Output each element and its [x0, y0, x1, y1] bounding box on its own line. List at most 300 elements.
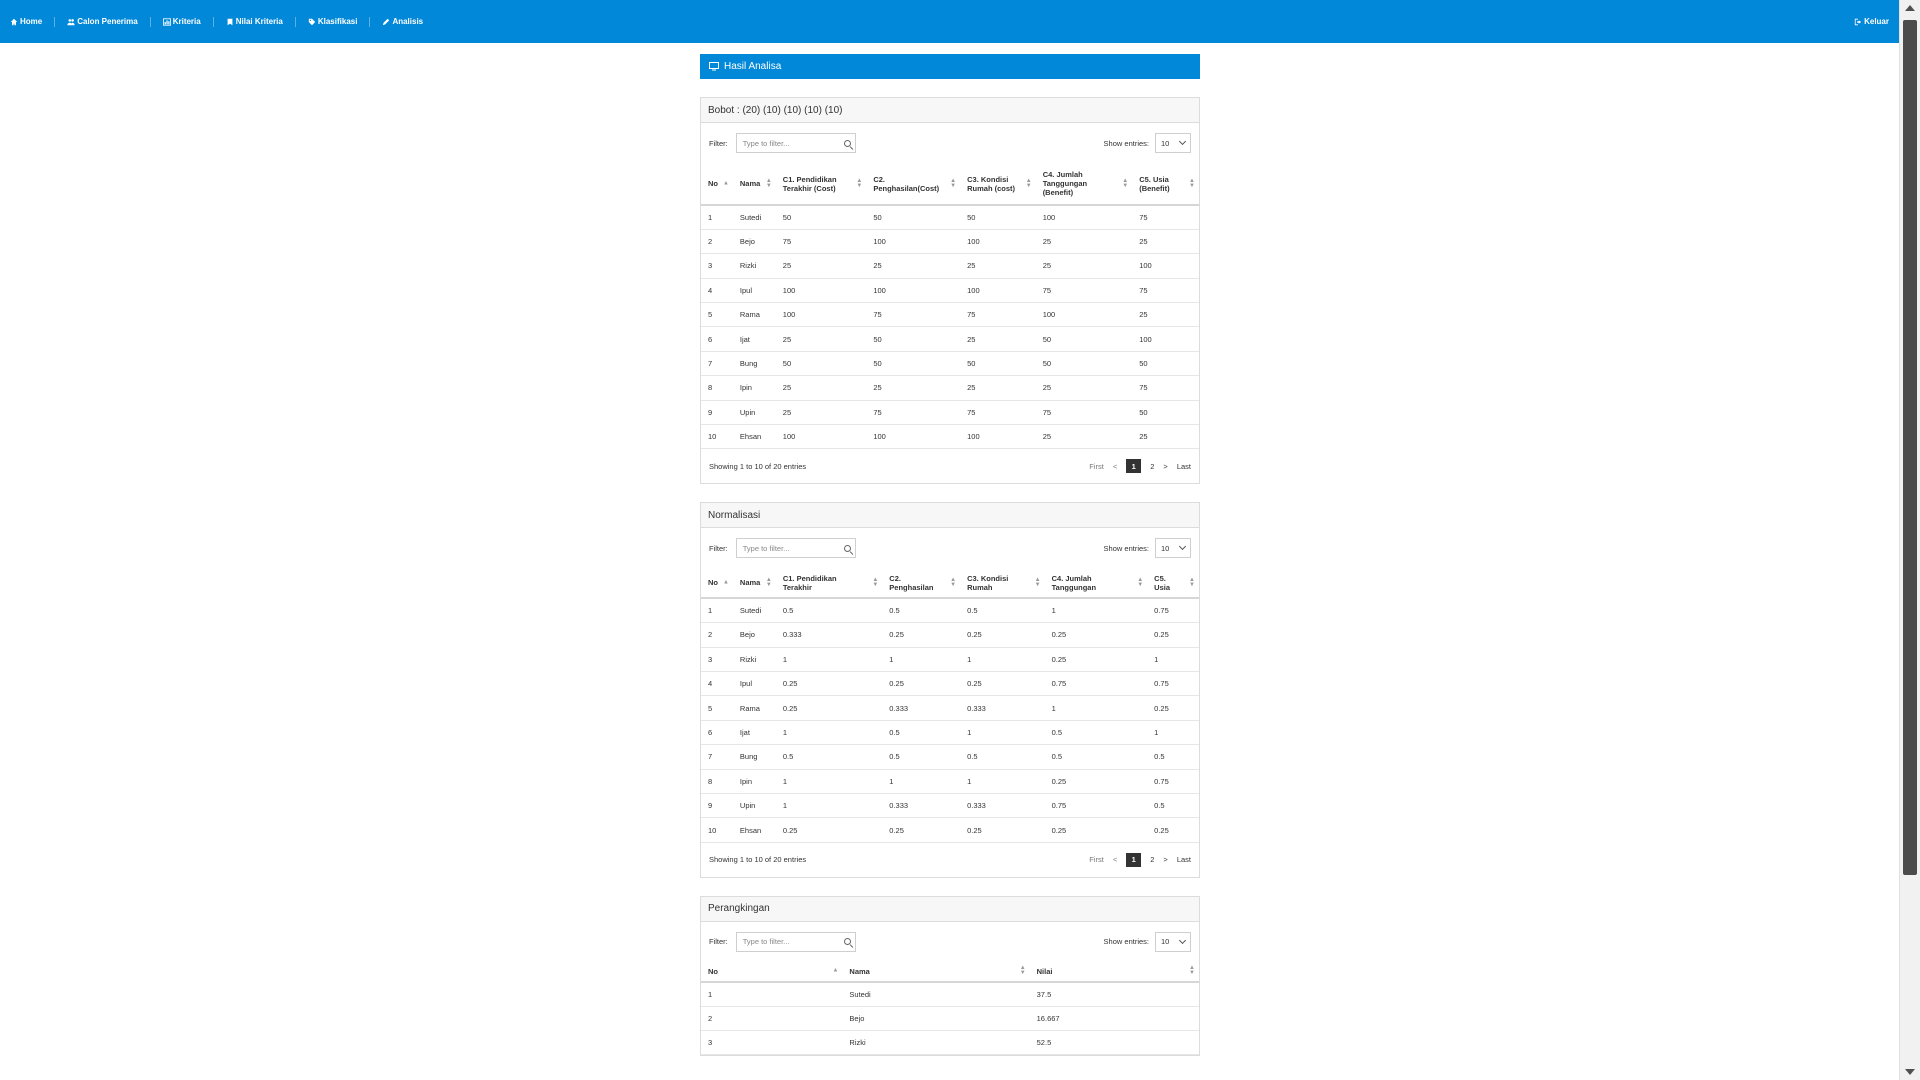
table-cell: Bung: [733, 351, 776, 375]
table-row: [701, 1031, 1199, 1055]
table-cell: 0.25: [960, 818, 1045, 842]
nav-item-analisis[interactable]: [382, 17, 423, 26]
table-cell: 1: [960, 720, 1045, 744]
table-cell: 1: [701, 598, 733, 622]
column-header-label: C1. Pendidikan Terakhir (Cost): [782, 174, 837, 193]
home-icon: [10, 18, 18, 26]
table-cell: 0.5: [1147, 745, 1199, 769]
table-row: [701, 647, 1199, 671]
table-cell: 0.25: [882, 818, 960, 842]
column-header-label: No: [708, 179, 718, 188]
column-header[interactable]: [1132, 163, 1199, 205]
table-controls: [701, 123, 1199, 163]
nav-separator: [150, 17, 151, 27]
filter-input[interactable]: [736, 932, 856, 952]
perangkingan-heading: Perangkingan: [701, 897, 1199, 922]
table-cell: 0.25: [776, 672, 882, 696]
chevron-down-icon: [1179, 138, 1186, 145]
scroll-up-arrow[interactable]: [1905, 5, 1915, 11]
page-next[interactable]: >: [1163, 855, 1168, 865]
page-scrollbar[interactable]: [1899, 0, 1920, 1080]
entries-select[interactable]: [1155, 932, 1191, 952]
table-row: [701, 720, 1199, 744]
table-cell: 0.5: [776, 745, 882, 769]
sort-icon: ▲ ▼: [950, 576, 957, 588]
pencil-icon: [382, 18, 390, 26]
table-row: [701, 229, 1199, 253]
pagination: [1089, 459, 1191, 473]
table-cell: Ijat: [733, 720, 776, 744]
column-header[interactable]: [733, 163, 776, 205]
table-cell: 100: [960, 229, 1036, 253]
nav-item-kriteria[interactable]: [163, 17, 201, 26]
table-row: [701, 672, 1199, 696]
column-header-label: C5. Usia (Benefit): [1139, 174, 1170, 193]
column-header-label: Nilai: [1036, 966, 1053, 976]
column-header-label: C2. Penghasilan(Cost): [873, 174, 940, 193]
table-cell: 50: [1036, 351, 1133, 375]
table-cell: Ijat: [733, 327, 776, 351]
column-header-label: C5. Usia: [1154, 573, 1171, 592]
table-cell: Bejo: [733, 623, 776, 647]
table-cell: 100: [960, 278, 1036, 302]
table-cell: 25: [1036, 254, 1133, 278]
nav-separator: [369, 17, 370, 27]
page-next[interactable]: >: [1163, 461, 1168, 471]
nav-separator: [54, 17, 55, 27]
table-row: [701, 205, 1199, 229]
table-cell: 1: [776, 647, 882, 671]
table-cell: 50: [1132, 351, 1199, 375]
table-cell: 0.333: [882, 794, 960, 818]
filter-input[interactable]: [736, 538, 856, 558]
logout-link[interactable]: [1854, 17, 1889, 26]
table-cell: 0.75: [1045, 794, 1148, 818]
table-cell: 52.5: [1030, 1031, 1199, 1055]
table-cell: 0.25: [1147, 818, 1199, 842]
nav-item-nilai-kriteria[interactable]: [226, 17, 283, 26]
table-row: [701, 794, 1199, 818]
table-cell: 1: [960, 769, 1045, 793]
page-prev[interactable]: <: [1112, 855, 1118, 865]
table-cell: 100: [1132, 254, 1199, 278]
column-header[interactable]: [842, 962, 1029, 982]
table-cell: 0.5: [882, 720, 960, 744]
table-cell: 0.25: [882, 623, 960, 647]
users-icon: [67, 18, 75, 26]
table-cell: 0.333: [882, 696, 960, 720]
entries-select[interactable]: [1155, 133, 1191, 153]
table-row: [701, 376, 1199, 400]
column-header[interactable]: [733, 568, 776, 598]
nav-item-label: Nilai Kriteria: [235, 17, 283, 26]
table-cell: 9: [701, 794, 733, 818]
filter-input[interactable]: [736, 133, 856, 153]
table-cell: 100: [960, 425, 1036, 449]
bookmark-icon: [226, 18, 234, 26]
table-cell: 50: [1132, 400, 1199, 424]
table-cell: 1: [776, 720, 882, 744]
column-header-label: Nama: [739, 179, 761, 188]
table-cell: 50: [866, 205, 960, 229]
table-cell: 0.5: [882, 745, 960, 769]
sort-icon: ▲ ▼: [1137, 576, 1144, 588]
table-cell: 50: [1036, 327, 1133, 351]
table-cell: 25: [866, 254, 960, 278]
table-row: [701, 769, 1199, 793]
column-header-label: Nama: [849, 966, 870, 976]
table-cell: 1: [882, 769, 960, 793]
table-cell: 0.25: [960, 623, 1045, 647]
table-cell: 100: [1036, 205, 1133, 229]
filter-placeholder: Type to filter...: [742, 543, 790, 553]
table-cell: 75: [960, 400, 1036, 424]
nav-item-klasifikasi[interactable]: [308, 17, 358, 26]
table-cell: Ehsan: [733, 425, 776, 449]
table-cell: 1: [776, 794, 882, 818]
normalisasi-table: [701, 568, 1199, 842]
nav-separator: [295, 17, 296, 27]
table-cell: 75: [960, 303, 1036, 327]
table-cell: 0.75: [1147, 672, 1199, 696]
table-cell: Ipul: [733, 672, 776, 696]
table-cell: 25: [776, 327, 867, 351]
filter-placeholder: Type to filter...: [742, 138, 790, 148]
table-cell: 8: [701, 769, 733, 793]
page-header: [700, 54, 1200, 79]
table-cell: 0.333: [776, 623, 882, 647]
table-cell: Sutedi: [733, 598, 776, 622]
table-cell: 25: [1036, 425, 1133, 449]
sort-icon: ▲ ▼: [765, 576, 772, 588]
bobot-table: [701, 163, 1199, 449]
table-cell: 75: [866, 303, 960, 327]
table-cell: 0.5: [776, 598, 882, 622]
table-cell: 1: [1147, 647, 1199, 671]
table-controls: [701, 922, 1199, 962]
column-header-label: C3. Kondisi Rumah (cost): [967, 174, 1016, 193]
nav-item-home[interactable]: [10, 17, 42, 26]
table-cell: 0.5: [1147, 794, 1199, 818]
table-cell: 0.25: [1045, 623, 1148, 647]
entries-label: Show entries:: [1103, 937, 1149, 947]
table-cell: 0.25: [1147, 623, 1199, 647]
table-cell: 75: [1036, 278, 1133, 302]
page-prev[interactable]: <: [1112, 461, 1118, 471]
table-cell: 9: [701, 400, 733, 424]
table-cell: 0.75: [1147, 598, 1199, 622]
table-cell: 1: [1045, 598, 1148, 622]
column-header[interactable]: [701, 962, 842, 982]
table-row: [701, 696, 1199, 720]
sort-icon: ▲ ▼: [856, 177, 863, 189]
column-header[interactable]: [960, 163, 1036, 205]
table-cell: 0.5: [960, 598, 1045, 622]
sort-icon: ▲ ▼: [872, 576, 879, 588]
table-cell: 1: [1147, 720, 1199, 744]
table-cell: Rizki: [842, 1031, 1029, 1055]
nav-item-label: Analisis: [392, 17, 424, 26]
table-cell: 0.75: [1147, 769, 1199, 793]
normalisasi-heading: Normalisasi: [701, 503, 1199, 528]
table-cell: 25: [1132, 303, 1199, 327]
sort-asc-icon: ▲: [722, 579, 729, 586]
entries-select[interactable]: [1155, 538, 1191, 558]
table-cell: 100: [866, 278, 960, 302]
table-cell: 75: [1132, 205, 1199, 229]
column-header-label: No: [708, 966, 718, 976]
table-footer: [701, 449, 1199, 483]
table-cell: 0.25: [960, 672, 1045, 696]
table-cell: 0.333: [960, 794, 1045, 818]
table-cell: 50: [866, 327, 960, 351]
table-cell: 50: [960, 205, 1036, 229]
sort-icon: ▲ ▼: [1019, 965, 1026, 977]
table-cell: 0.25: [882, 672, 960, 696]
sort-icon: ▲ ▼: [1122, 177, 1129, 189]
table-row: [701, 425, 1199, 449]
table-cell: Rama: [733, 303, 776, 327]
table-cell: 25: [1036, 229, 1133, 253]
sort-icon: ▲ ▼: [1034, 576, 1041, 588]
table-cell: 7: [701, 745, 733, 769]
table-cell: 2: [701, 623, 733, 647]
table-cell: 37.5: [1030, 982, 1199, 1006]
normalisasi-panel: [700, 502, 1200, 877]
table-cell: 7: [701, 351, 733, 375]
table-row: [701, 598, 1199, 622]
table-cell: 75: [776, 229, 867, 253]
column-header-label: C3. Kondisi Rumah: [967, 573, 1009, 592]
column-header[interactable]: [776, 163, 867, 205]
column-header[interactable]: [1030, 962, 1199, 982]
table-cell: 25: [866, 376, 960, 400]
table-cell: 1: [960, 647, 1045, 671]
table-cell: 5: [701, 303, 733, 327]
nav-item-calon-penerima[interactable]: [67, 17, 137, 26]
scroll-thumb[interactable]: [1903, 20, 1917, 875]
table-cell: Bejo: [733, 229, 776, 253]
table-cell: 25: [960, 376, 1036, 400]
scroll-down-arrow[interactable]: [1905, 1069, 1915, 1075]
column-header[interactable]: [701, 568, 733, 598]
table-cell: Rizki: [733, 254, 776, 278]
chart-icon: [163, 18, 171, 26]
table-row: [701, 1006, 1199, 1030]
table-cell: 25: [776, 254, 867, 278]
table-cell: Sutedi: [733, 205, 776, 229]
column-header-label: C2. Penghasilan: [889, 573, 934, 592]
table-cell: Ipin: [733, 376, 776, 400]
table-cell: 75: [1132, 376, 1199, 400]
table-row: [701, 254, 1199, 278]
column-header[interactable]: [866, 163, 960, 205]
filter-label: Filter:: [709, 138, 728, 148]
filter-label: Filter:: [709, 543, 728, 553]
table-cell: Ehsan: [733, 818, 776, 842]
entries-value: 10: [1161, 937, 1170, 947]
table-cell: 2: [701, 1006, 842, 1030]
table-row: [701, 400, 1199, 424]
table-cell: 50: [960, 351, 1036, 375]
page-first[interactable]: First: [1089, 855, 1104, 865]
table-cell: 100: [776, 278, 867, 302]
table-cell: 0.5: [960, 745, 1045, 769]
table-controls: [701, 528, 1199, 568]
column-header[interactable]: [882, 568, 960, 598]
page-first[interactable]: First: [1089, 461, 1104, 471]
table-cell: 50: [776, 351, 867, 375]
sort-icon: ▲ ▼: [1189, 576, 1195, 588]
table-cell: 1: [776, 769, 882, 793]
table-cell: 25: [960, 327, 1036, 351]
sort-asc-icon: ▲: [832, 967, 839, 974]
nav-item-label: Home: [20, 17, 43, 26]
column-header[interactable]: [1036, 163, 1133, 205]
table-cell: Ipul: [733, 278, 776, 302]
table-cell: 75: [866, 400, 960, 424]
table-cell: 0.25: [1045, 647, 1148, 671]
entries-label: Show entries:: [1103, 543, 1149, 553]
showing-info: Showing 1 to 10 of 20 entries: [709, 855, 807, 865]
bobot-heading: Bobot : (20) (10) (10) (10) (10): [701, 98, 1199, 123]
pagination: [1089, 853, 1191, 867]
filter-label: Filter:: [709, 937, 728, 947]
table-cell: Rama: [733, 696, 776, 720]
table-cell: 75: [1132, 278, 1199, 302]
table-cell: 100: [776, 425, 867, 449]
page-1[interactable]: 1: [1126, 853, 1141, 867]
table-cell: 0.5: [1045, 720, 1148, 744]
tag-icon: [308, 18, 316, 26]
table-row: [701, 623, 1199, 647]
table-cell: 6: [701, 720, 733, 744]
table-cell: 1: [701, 205, 733, 229]
table-cell: 0.25: [1147, 696, 1199, 720]
table-cell: 10: [701, 818, 733, 842]
table-cell: 0.333: [960, 696, 1045, 720]
chevron-down-icon: [1179, 937, 1186, 944]
logout-label: Keluar: [1864, 17, 1889, 26]
table-row: [701, 303, 1199, 327]
nav-item-label: Klasifikasi: [317, 17, 358, 26]
sort-icon: ▲ ▼: [1189, 965, 1195, 977]
page-2[interactable]: 2: [1150, 855, 1155, 865]
table-row: [701, 278, 1199, 302]
entries-label: Show entries:: [1103, 138, 1149, 148]
table-cell: 2: [701, 229, 733, 253]
column-header-label: C1. Pendidikan Terakhir: [782, 573, 837, 592]
table-cell: 3: [701, 1031, 842, 1055]
table-cell: 75: [1036, 400, 1133, 424]
table-cell: 0.25: [776, 818, 882, 842]
table-cell: 3: [701, 647, 733, 671]
table-cell: 25: [960, 254, 1036, 278]
table-cell: 3: [701, 254, 733, 278]
bobot-panel: [700, 97, 1200, 484]
table-cell: 4: [701, 278, 733, 302]
table-cell: 25: [1036, 376, 1133, 400]
sort-icon: ▲ ▼: [1189, 177, 1195, 189]
table-cell: 25: [776, 400, 867, 424]
table-cell: 0.75: [1045, 672, 1148, 696]
column-header-label: C4. Jumlah Tanggungan (Benefit): [1042, 170, 1088, 197]
table-cell: Ipin: [733, 769, 776, 793]
filter-placeholder: Type to filter...: [742, 937, 790, 947]
table-cell: 5: [701, 696, 733, 720]
table-cell: Rizki: [733, 647, 776, 671]
nav-item-label: Calon Penerima: [77, 17, 138, 26]
column-header-label: No: [708, 578, 718, 588]
page-1[interactable]: 1: [1126, 459, 1141, 473]
sort-asc-icon: ▲: [722, 180, 729, 186]
sort-icon: ▲ ▼: [950, 177, 957, 189]
logout-icon: [1854, 18, 1862, 26]
table-cell: 100: [1036, 303, 1133, 327]
nav-separator: [213, 17, 214, 27]
column-header[interactable]: [1147, 568, 1199, 598]
page-title: Hasil Analisa: [724, 61, 782, 72]
search-icon: [844, 545, 851, 552]
table-cell: 100: [866, 425, 960, 449]
table-row: [701, 351, 1199, 375]
table-cell: 0.25: [1045, 818, 1148, 842]
search-icon: [844, 140, 851, 147]
entries-value: 10: [1161, 138, 1170, 148]
table-row: [701, 818, 1199, 842]
page-last[interactable]: Last: [1176, 855, 1191, 865]
table-row: [701, 745, 1199, 769]
table-footer: [701, 843, 1199, 877]
search-icon: [844, 938, 851, 945]
perangkingan-table: [701, 962, 1199, 1056]
perangkingan-panel: [700, 896, 1200, 1057]
table-cell: 0.5: [882, 598, 960, 622]
column-header-label: Nama: [739, 578, 761, 588]
page-2[interactable]: 2: [1150, 461, 1155, 471]
showing-info: Showing 1 to 10 of 20 entries: [709, 461, 807, 471]
monitor-icon: [709, 62, 719, 71]
table-cell: 0.5: [1045, 745, 1148, 769]
table-cell: 100: [776, 303, 867, 327]
table-cell: Upin: [733, 400, 776, 424]
table-cell: Bejo: [842, 1006, 1029, 1030]
page-last[interactable]: Last: [1176, 461, 1191, 471]
sort-icon: ▲ ▼: [1025, 177, 1032, 189]
table-cell: 1: [882, 647, 960, 671]
main-content: [700, 54, 1200, 1056]
table-cell: 1: [701, 982, 842, 1006]
nav-menu: [0, 0, 423, 43]
column-header-label: C4. Jumlah Tanggungan: [1051, 573, 1097, 592]
column-header[interactable]: [960, 568, 1045, 598]
table-cell: 50: [866, 351, 960, 375]
column-header[interactable]: [701, 163, 733, 205]
column-header[interactable]: [776, 568, 882, 598]
nav-item-label: Kriteria: [172, 17, 201, 26]
table-cell: 0.25: [776, 696, 882, 720]
sort-icon: ▲ ▼: [765, 177, 772, 189]
table-cell: Sutedi: [842, 982, 1029, 1006]
table-cell: Upin: [733, 794, 776, 818]
table-cell: 25: [1132, 425, 1199, 449]
column-header[interactable]: [1045, 568, 1148, 598]
table-cell: 0.25: [1045, 769, 1148, 793]
table-row: [701, 327, 1199, 351]
table-row: [701, 982, 1199, 1006]
table-cell: 4: [701, 672, 733, 696]
table-cell: 6: [701, 327, 733, 351]
